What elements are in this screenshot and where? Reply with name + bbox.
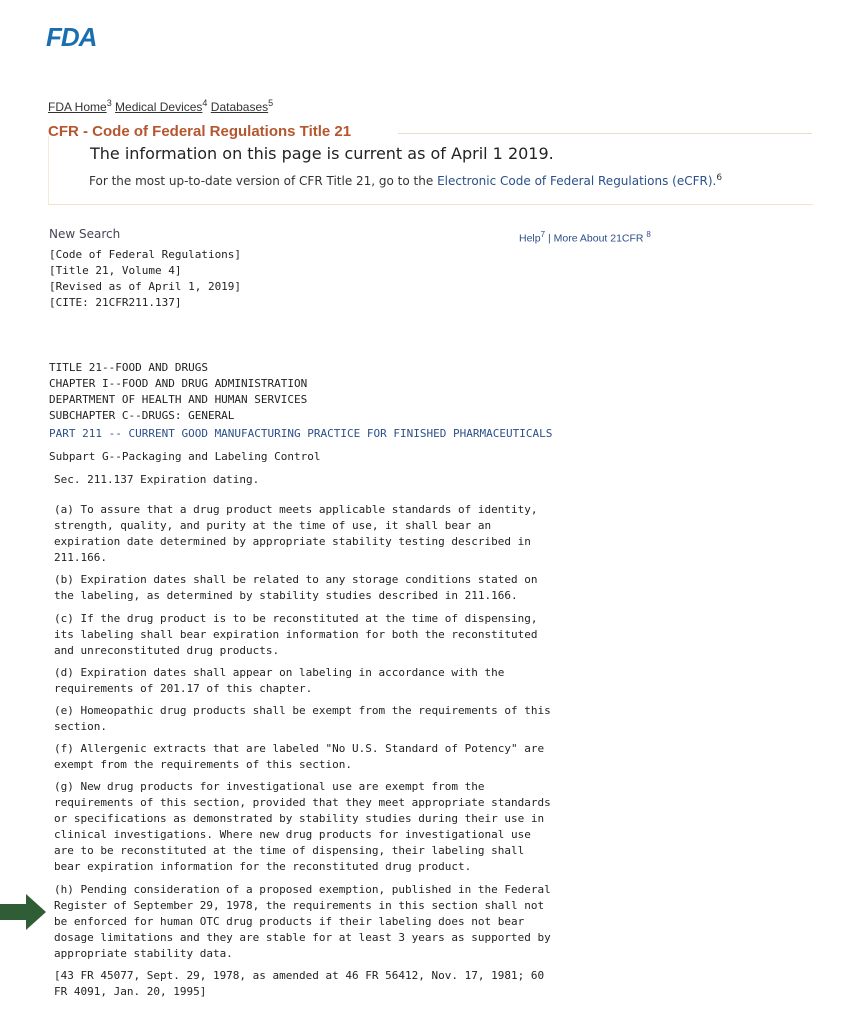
part-heading: PART 211 -- CURRENT GOOD MANUFACTURING PRACTICE FOR FINISHED PHARMACEUTICALS — [49, 427, 553, 440]
ecfr-sup: 6 — [716, 173, 723, 183]
help-link[interactable]: Help — [519, 232, 541, 245]
new-search-link[interactable]: New Search — [49, 227, 121, 241]
paragraph-a: (a) To assure that a drug product meets applicable standards of identity, strength, quality, and purity at the time of use, it shall bear an expiration date determined by appropriate stability testing described in 211.166. — [54, 503, 538, 564]
breadcrumb-fda-home[interactable]: FDA Home — [48, 100, 107, 114]
help-links — [519, 230, 651, 245]
paragraph-g: (g) New drug products for investigational use are exempt from the requirements of this section, provided that they meet appropriate standards or specifications as demonstrated by stability studies during their use in clinical investigations. Where new drug products for investigational use are to be reconstituted at the time of dispensing, their labeling shall bear expiration information for the reconstituted drug product. — [54, 780, 551, 873]
more-about-sup: 8 — [646, 230, 651, 239]
breadcrumb-sup: 5 — [268, 98, 274, 108]
breadcrumb-sup: 4 — [202, 98, 208, 108]
paragraph-d: (d) Expiration dates shall appear on labeling in accordance with the requirements of 201.17 of this chapter. — [54, 666, 505, 695]
more-about-link[interactable]: More About 21CFR — [553, 232, 647, 245]
breadcrumb-databases[interactable]: Databases — [210, 100, 269, 114]
subpart-heading: Subpart G--Packaging and Labeling Control — [49, 450, 321, 463]
paragraph-f: (f) Allergenic extracts that are labeled "No U.S. Standard of Potency" are exempt from the requirements of this section. — [54, 742, 545, 771]
help-separator: | — [545, 232, 554, 245]
title-hierarchy: TITLE 21--FOOD AND DRUGS CHAPTER I--FOOD AND DRUG ADMINISTRATION DEPARTMENT OF HEALTH AND HUMAN SERVICES SUBCHAPTER C--DRUGS: GENERAL — [49, 361, 308, 422]
paragraph-c: (c) If the drug product is to be reconstituted at the time of dispensing, its labeling shall bear expiration information for both the reconstituted and unreconstituted drug products. — [54, 612, 538, 657]
fda-logo[interactable]: FDA — [46, 22, 97, 52]
paragraph-e: (e) Homeopathic drug products shall be exempt from the requirements of this section. — [54, 704, 551, 733]
right-arrow-icon — [0, 894, 46, 930]
notice-main-text: The information on this page is current as of April 1 2019. — [90, 144, 554, 163]
help-sup: 7 — [540, 230, 546, 239]
source-note: [43 FR 45077, Sept. 29, 1978, as amended at 46 FR 56412, Nov. 17, 1981; 60 FR 4091, Jan. 20, 1995] — [54, 969, 545, 998]
breadcrumb-medical-devices[interactable]: Medical Devices — [115, 100, 203, 114]
paragraph-h: (h) Pending consideration of a proposed exemption, published in the Federal Register of September 29, 1978, the requirements in this section shall not be enforced for human OTC drug products if their labeling does not bear dosage limitations and they are stable for at least 3 years as supported by appropriate stability data. — [54, 883, 551, 960]
page-title: CFR - Code of Federal Regulations Title 21 — [48, 123, 352, 140]
citation-block: [Code of Federal Regulations] [Title 21, Volume 4] [Revised as of April 1, 2019] [CITE: 21CFR211.137] — [49, 248, 242, 309]
breadcrumb-sup: 3 — [106, 98, 112, 108]
breadcrumb — [48, 98, 273, 114]
notice-sub-prefix: For the most up-to-date version of CFR Title 21, go to the — [89, 174, 438, 188]
title-divider — [398, 133, 812, 134]
section-heading: Sec. 211.137 Expiration dating. — [54, 473, 260, 486]
paragraph-b: (b) Expiration dates shall be related to any storage conditions stated on the labeling, as determined by stability studies described in 211.166. — [54, 573, 538, 602]
ecfr-link[interactable]: Electronic Code of Federal Regulations (eCFR). — [437, 174, 717, 188]
notice-sub-text — [89, 173, 722, 188]
